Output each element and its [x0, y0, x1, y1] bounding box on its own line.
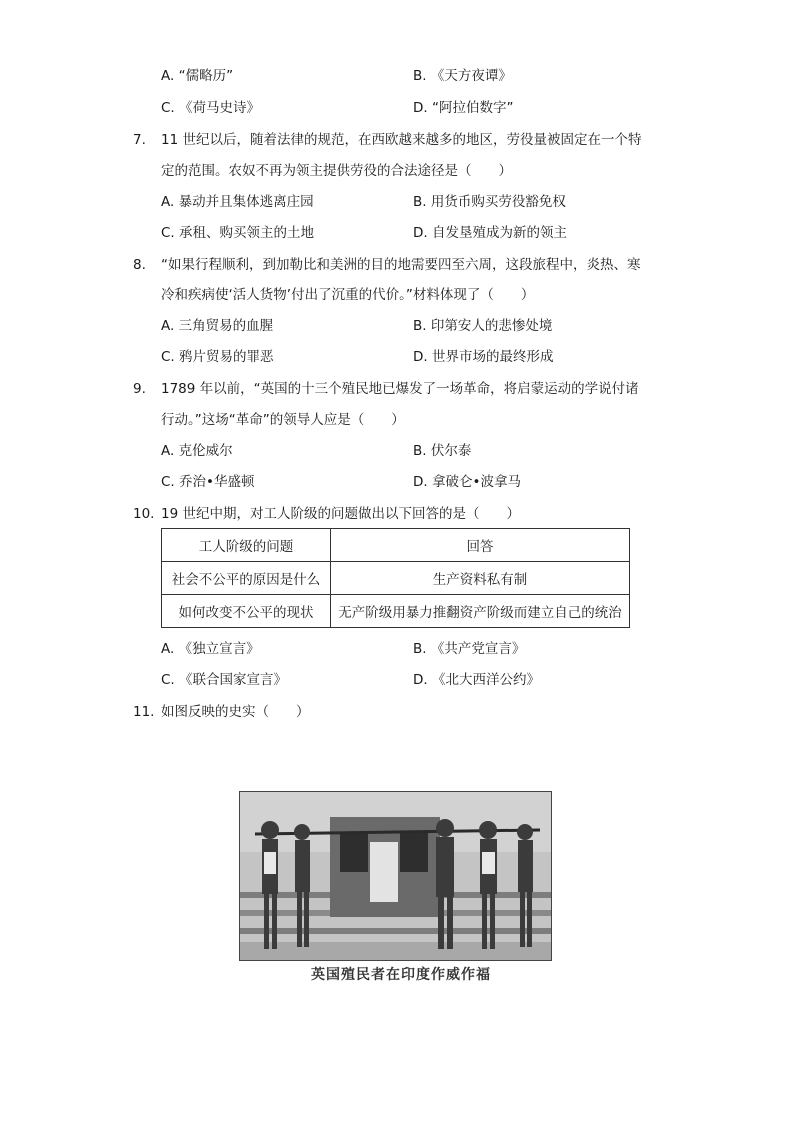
q9-stem-line2: 行动。”这场“革命”的领导人应是（ ）: [161, 412, 405, 428]
q7-option-a: A. 暴动并且集体逃离庄园: [161, 194, 314, 210]
q9-option-c: C. 乔治•华盛顿: [161, 474, 255, 490]
q10-stem: 19 世纪中期，对工人阶级的问题做出以下回答的是（ ）: [161, 506, 520, 522]
q7-option-c: C. 承租、购买领主的土地: [161, 225, 315, 241]
q9-option-b: B. 伏尔泰: [413, 443, 472, 459]
q8-option-c: C. 鸦片贸易的罪恶: [161, 349, 274, 365]
q9-stem-line1: 1789 年以前，“英国的十三个殖民地已爆发了一场革命，将启蒙运动的学说付诸: [161, 381, 639, 397]
q10-number: 10.: [133, 506, 155, 522]
q8-option-d: D. 世界市场的最终形成: [413, 349, 554, 365]
q6-option-d: D. “阿拉伯数字”: [413, 100, 514, 116]
q7-stem-line1: 11 世纪以后，随着法律的规范，在西欧越来越多的地区，劳役量被固定在一个特: [161, 132, 642, 148]
table-row: [162, 562, 630, 595]
q9-option-d: D. 拿破仑•波拿马: [413, 474, 521, 490]
table-cell: 无产阶级用暴力推翻资产阶级而建立自己的统治: [331, 595, 630, 628]
photo-caption: 英国殖民者在印度作威作福: [311, 967, 491, 983]
q9-number: 9.: [133, 381, 146, 397]
q8-option-b: B. 印第安人的悲惨处境: [413, 318, 553, 334]
q6-option-b: B. 《天方夜谭》: [413, 68, 512, 84]
q8-number: 8.: [133, 257, 146, 273]
table-cell: 如何改变不公平的现状: [162, 595, 331, 628]
q7-number: 7.: [133, 132, 146, 148]
q7-option-b: B. 用货币购买劳役豁免权: [413, 194, 566, 210]
table-cell: 生产资料私有制: [331, 562, 630, 595]
table-header-answer: 回答: [331, 529, 630, 562]
q8-option-a: A. 三角贸易的血腥: [161, 318, 274, 334]
q7-stem-line2: 定的范围。农奴不再为领主提供劳役的合法途径是（ ）: [161, 163, 512, 179]
q8-stem-line1: “如果行程顺利，到加勒比和美洲的目的地需要四至六周，这段旅程中，炎热、寒: [161, 257, 641, 273]
q10-option-d: D. 《北大西洋公约》: [413, 672, 540, 688]
table-cell: 社会不公平的原因是什么: [162, 562, 331, 595]
table-header-row: [162, 529, 630, 562]
q6-option-a: A. “儒略历”: [161, 68, 234, 84]
q10-option-a: A. 《独立宣言》: [161, 641, 260, 657]
q6-option-c: C. 《荷马史诗》: [161, 100, 261, 116]
q8-stem-line2: 冷和疾病使‘活人货物’付出了沉重的代价。”材料体现了（ ）: [161, 287, 535, 303]
q10-option-c: C. 《联合国家宣言》: [161, 672, 288, 688]
q9-option-a: A. 克伦威尔: [161, 443, 233, 459]
q10-option-b: B. 《共产党宣言》: [413, 641, 526, 657]
q10-table: [161, 528, 630, 628]
palanquin-scene-illustration: [240, 792, 551, 960]
q11-stem: 如图反映的史实（ ）: [161, 704, 310, 720]
q11-number: 11.: [133, 704, 155, 720]
historical-photo: [239, 791, 552, 961]
table-header-question: 工人阶级的问题: [162, 529, 331, 562]
table-row: [162, 595, 630, 628]
q7-option-d: D. 自发垦殖成为新的领主: [413, 225, 567, 241]
